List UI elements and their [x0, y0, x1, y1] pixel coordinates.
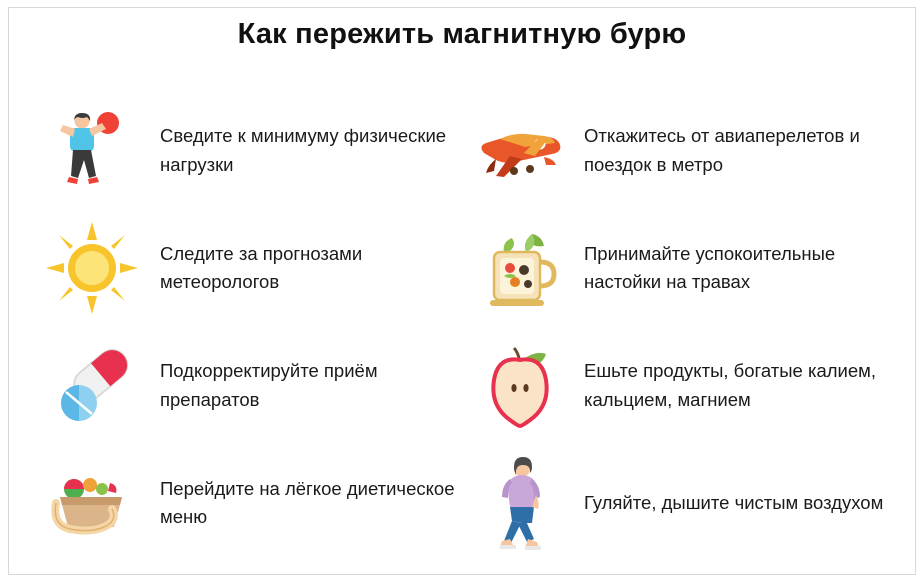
tip-text: Ешьте продукты, богатые калием, кальцием, магнием [584, 360, 877, 410]
tip-switch-to-light-diet [30, 445, 462, 563]
tip-text: Гуляйте, дышите чистым воздухом [584, 491, 884, 513]
tip-text: Сведите к минимуму физические нагрузки [160, 125, 447, 175]
walking-woman-icon [470, 451, 570, 555]
page-title: Как пережить магнитную бурю [237, 18, 687, 50]
tip-text: Откажитесь от авиаперелетов и поездок в метро [584, 125, 860, 175]
tip-reduce-physical-activity [30, 92, 462, 210]
tip-walk-and-breathe-fresh-air [462, 445, 894, 563]
airplane-icon [470, 99, 570, 203]
herbal-drink-mug-icon [470, 216, 570, 320]
tip-text: Принимайте успокоительные настойки на травах [584, 242, 836, 293]
exercise-woman-icon [38, 99, 146, 203]
tip-text: Следите за прогнозами метеорологов [160, 242, 363, 293]
tip-avoid-flights-and-metro [462, 92, 894, 210]
diet-basket-measuring-tape-icon [38, 451, 146, 555]
tip-text: Подкорректируйте приём препаратов [160, 360, 378, 410]
tips-grid [30, 92, 894, 562]
tip-eat-potassium-rich-food [462, 327, 894, 445]
tip-take-herbal-sedatives [462, 210, 894, 328]
tip-text: Перейдите на лёгкое диетическое меню [160, 477, 455, 528]
pills-capsule-icon [38, 334, 146, 438]
tip-follow-weather-forecast [30, 210, 462, 328]
sun-icon [38, 216, 146, 320]
tip-adjust-medication [30, 327, 462, 445]
apple-icon [470, 334, 570, 438]
